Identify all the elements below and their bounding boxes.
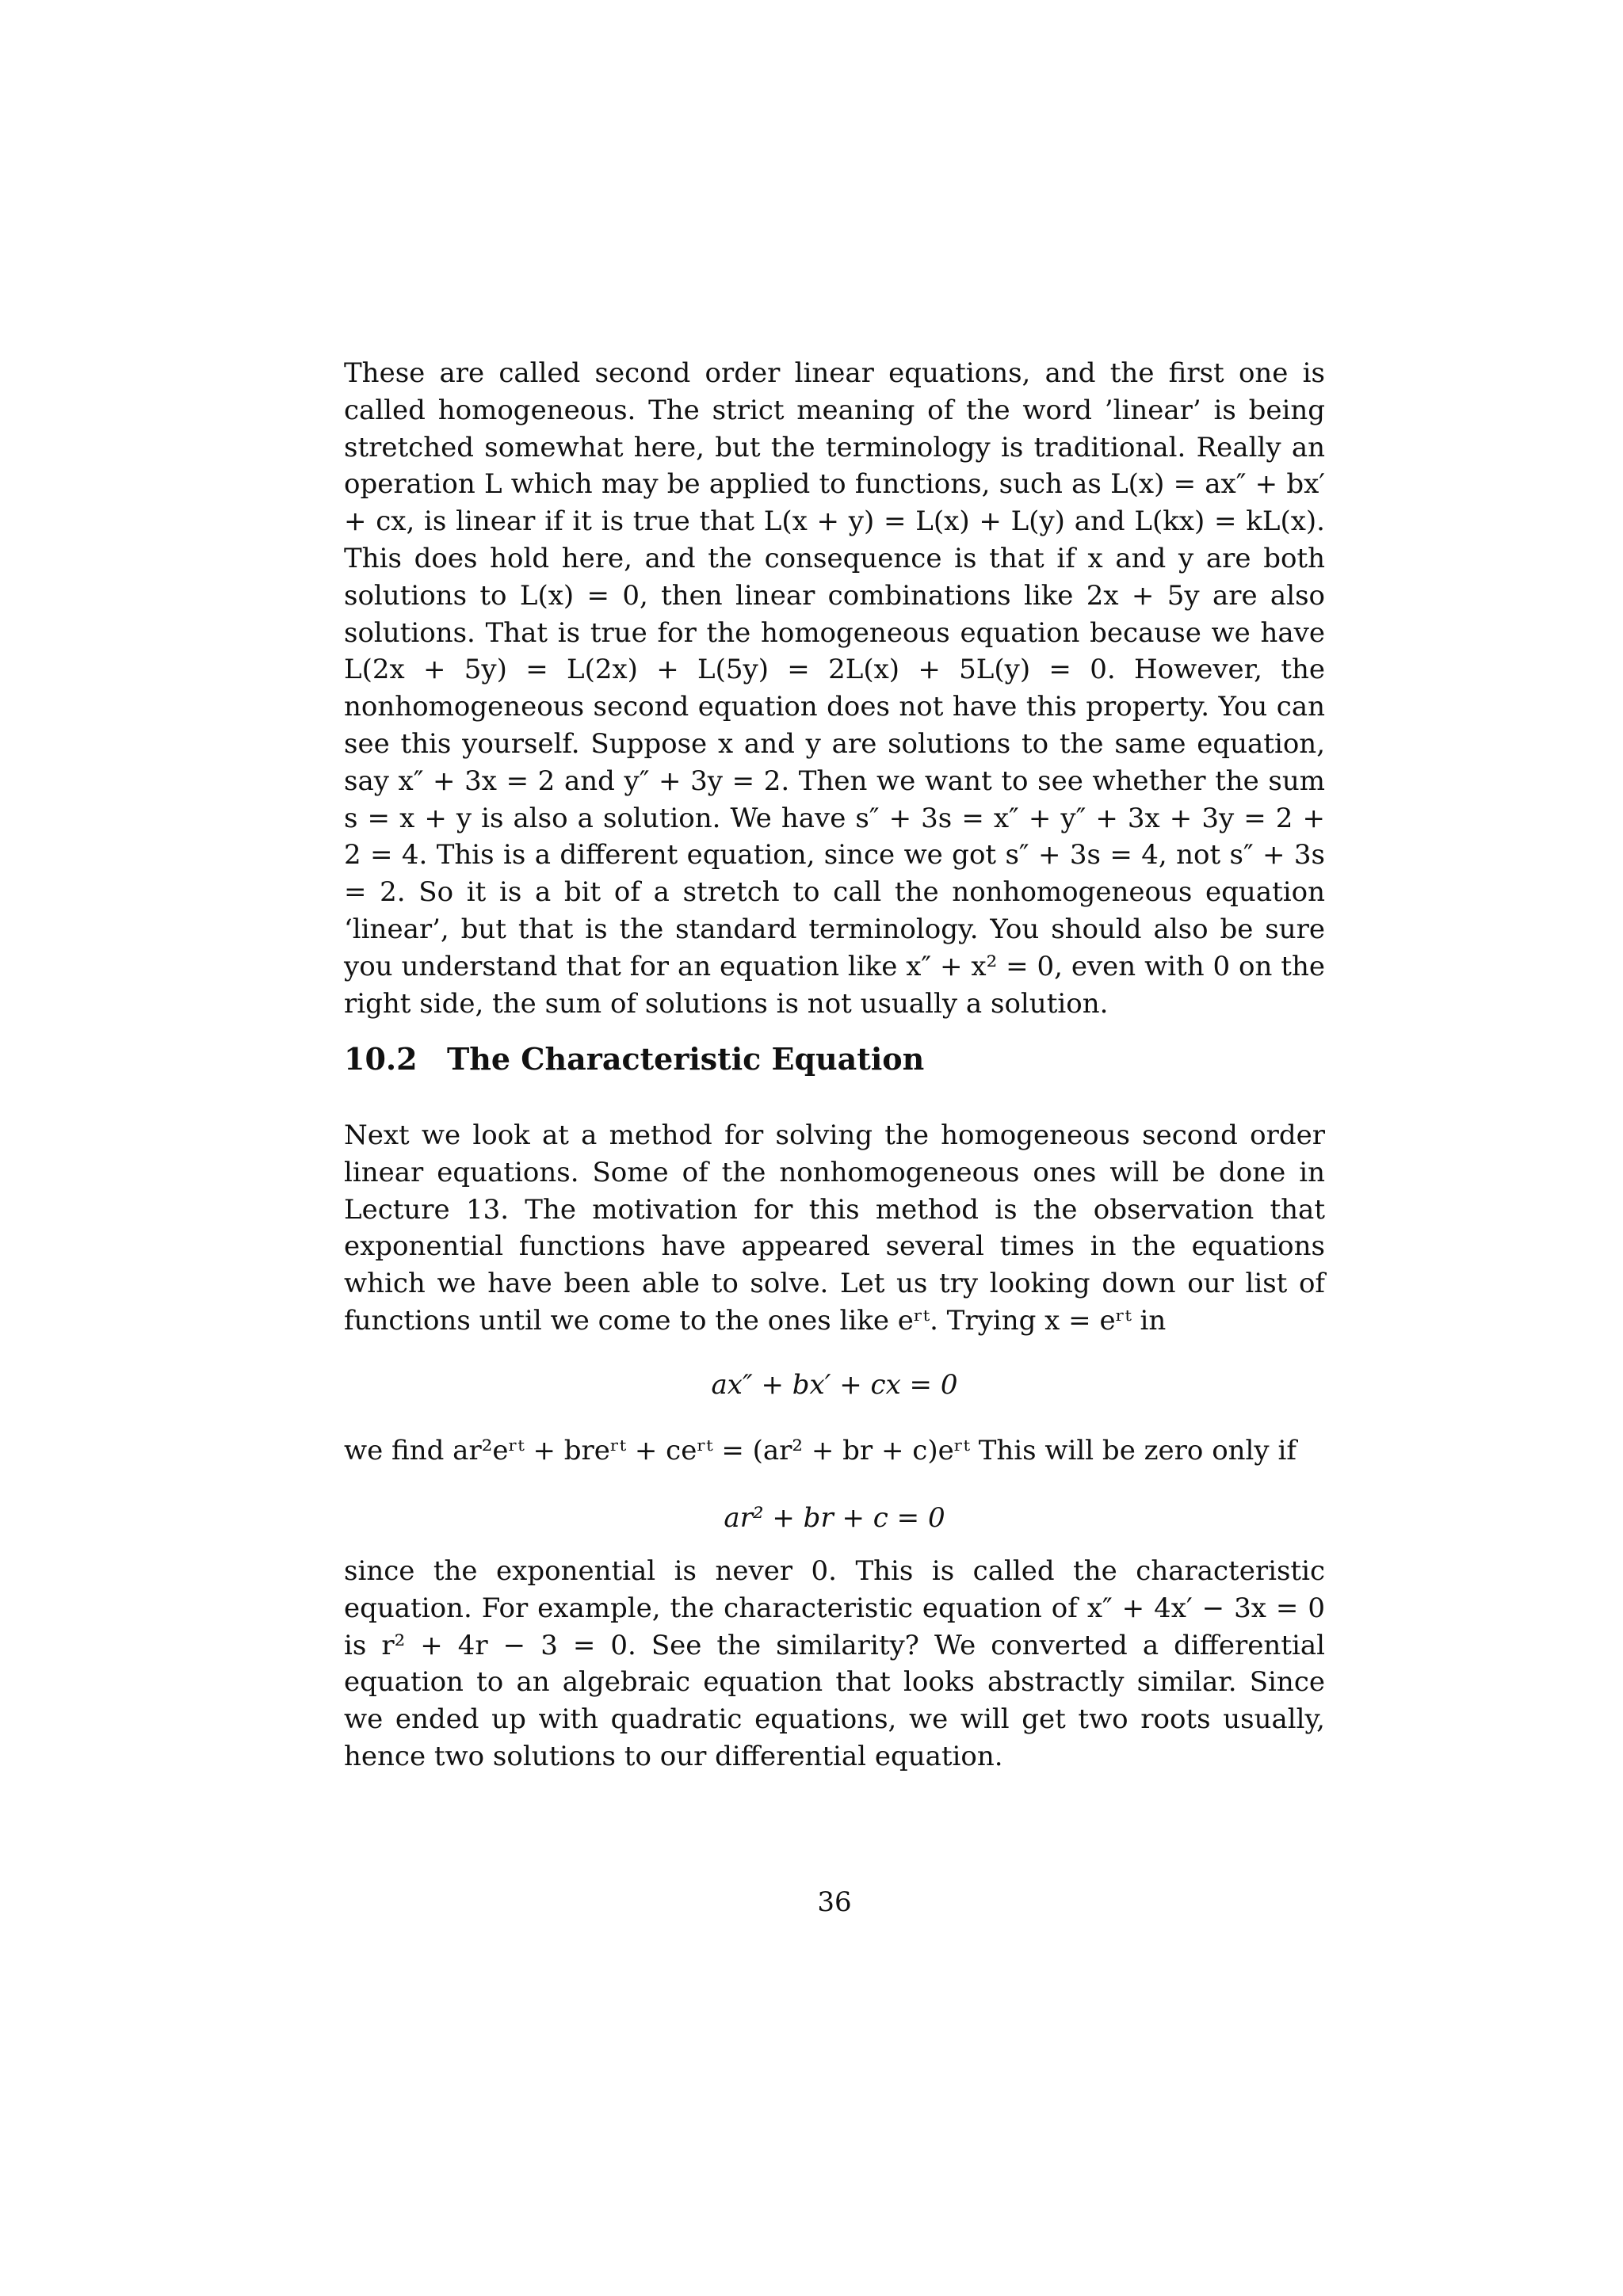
page-number: 36 xyxy=(817,1886,852,1918)
paragraph-characteristic-explanation: since the exponential is never 0. This is called the characteristic equation. For example, the characteristic equation of x″ + 4x′ − 3x = 0 is r² + 4r − 3 = 0. See the similarity? We converted a differential equation to an algebraic equation that looks abstractly similar. Since we ended up with quadratic equations, we will get two roots usually, hence two solutions to our differential equation. xyxy=(344,1555,1325,1772)
section-heading xyxy=(344,1039,1325,1079)
display-equation-differential: ax″ + bx′ + cx = 0 xyxy=(711,1369,958,1401)
section-number: 10.2 xyxy=(344,1041,418,1077)
section-title: The Characteristic Equation xyxy=(447,1041,925,1077)
paragraph-linear-equations: These are called second order linear equations, and the first one is called homogeneous. The strict meaning of the word ’linear’ is being stretched somewhat here, but the terminology is traditional. Really an operation L which may be applied to functions, such as L(x) = ax″ + bx′ + cx, is linear if it is true that L(x + y) = L(x) + L(y) and L(kx) = kL(x). This does hold here, and the consequence is that if x and y are both solutions to L(x) = 0, then linear combinations like 2x + 5y are also solutions. That is true for the homogeneous equation because we have L(2x + 5y) = L(2x) + L(5y) = 2L(x) + 5L(y) = 0. However, the nonhomogeneous second equation does not have this property. You can see this yourself. Suppose x and y are solutions to the same equation, say x″ + 3x = 2 and y″ + 3y = 2. Then we want to see whether the sum s = x + y is also a solution. We have s″ + 3s = x″ + y″ + 3x + 3y = 2 + 2 = 4. This is a different equation, since we got s″ + 3s = 4, not s″ + 3s = 2. So it is a bit of a stretch to call the nonhomogeneous equation ‘linear’, but that is the standard terminology. You should also be sure you understand that for an equation like x″ + x² = 0, even with 0 on the right side, the sum of solutions is not usually a solution. xyxy=(344,357,1325,1020)
display-equation-characteristic: ar² + br + c = 0 xyxy=(724,1502,945,1534)
paragraph-method-intro: Next we look at a method for solving the homogeneous second order linear equations. Some of the nonhomogeneous ones will be done in Lecture 13. The motivation for this method is the observation that exponential functions have appeared several times in the equations which we have been able to solve. Let us try looking down our list of functions until we come to the ones like eʳᵗ. Trying x = eʳᵗ in xyxy=(344,1119,1325,1337)
text-line-substitution: we find ar²eʳᵗ + breʳᵗ + ceʳᵗ = (ar² + br + c)eʳᵗ This will be zero only if xyxy=(344,1435,1296,1466)
